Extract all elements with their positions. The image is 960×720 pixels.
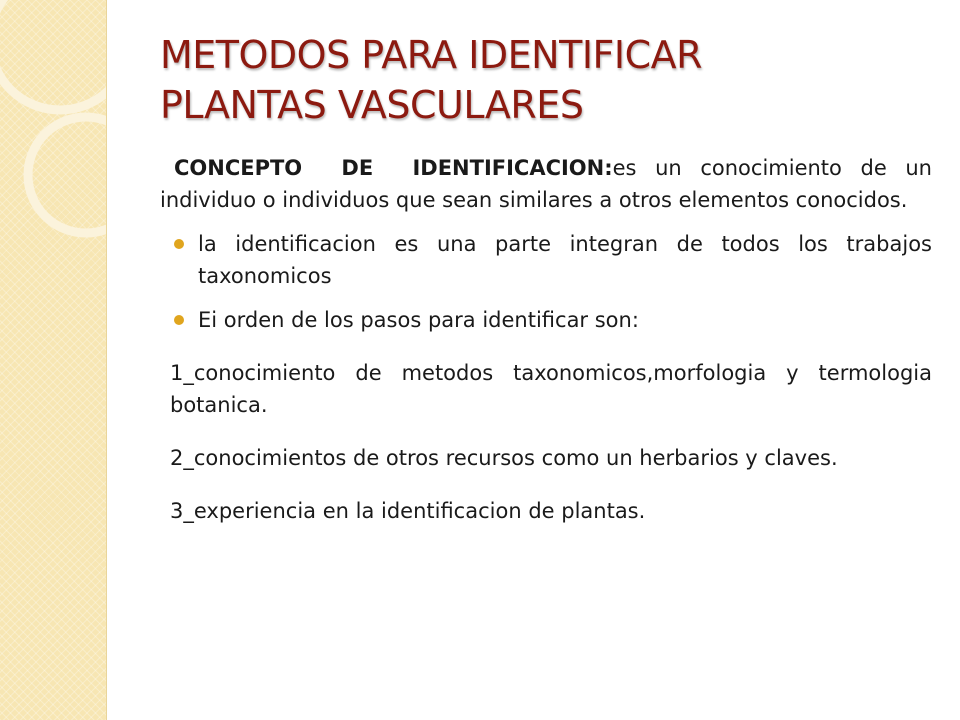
intro-paragraph [160, 152, 932, 216]
concept-heading: CONCEPTO DE IDENTIFICACION: [174, 156, 613, 180]
bullet-text: Ei orden de los pasos para identificar son: [198, 308, 639, 332]
bullet-icon [174, 239, 184, 249]
bullet-text: la identificacion es una parte integran de todos los trabajos taxonomicos [198, 232, 932, 288]
bullet-icon [174, 315, 184, 325]
step-1: 1_conocimiento de metodos taxonomicos,morfologia y termologia botanica. [170, 361, 932, 417]
bullet-item [160, 228, 932, 292]
bullet-item [160, 304, 932, 336]
step-2: 2_conocimientos de otros recursos como un herbarios y claves. [170, 446, 838, 470]
decorative-side-band [0, 0, 107, 720]
decorative-circles [0, 0, 106, 720]
slide-title-line-2: PLANTAS VASCULARES [160, 83, 584, 127]
slide-title [160, 30, 920, 130]
slide-body [160, 152, 932, 539]
slide-title-line-1: METODOS PARA IDENTIFICAR [160, 33, 703, 77]
concept-definition: es un conocimiento de un individuo o individuos que sean similares a otros elementos conocidos. [160, 156, 932, 212]
step-3: 3_experiencia en la identificacion de plantas. [170, 499, 646, 523]
